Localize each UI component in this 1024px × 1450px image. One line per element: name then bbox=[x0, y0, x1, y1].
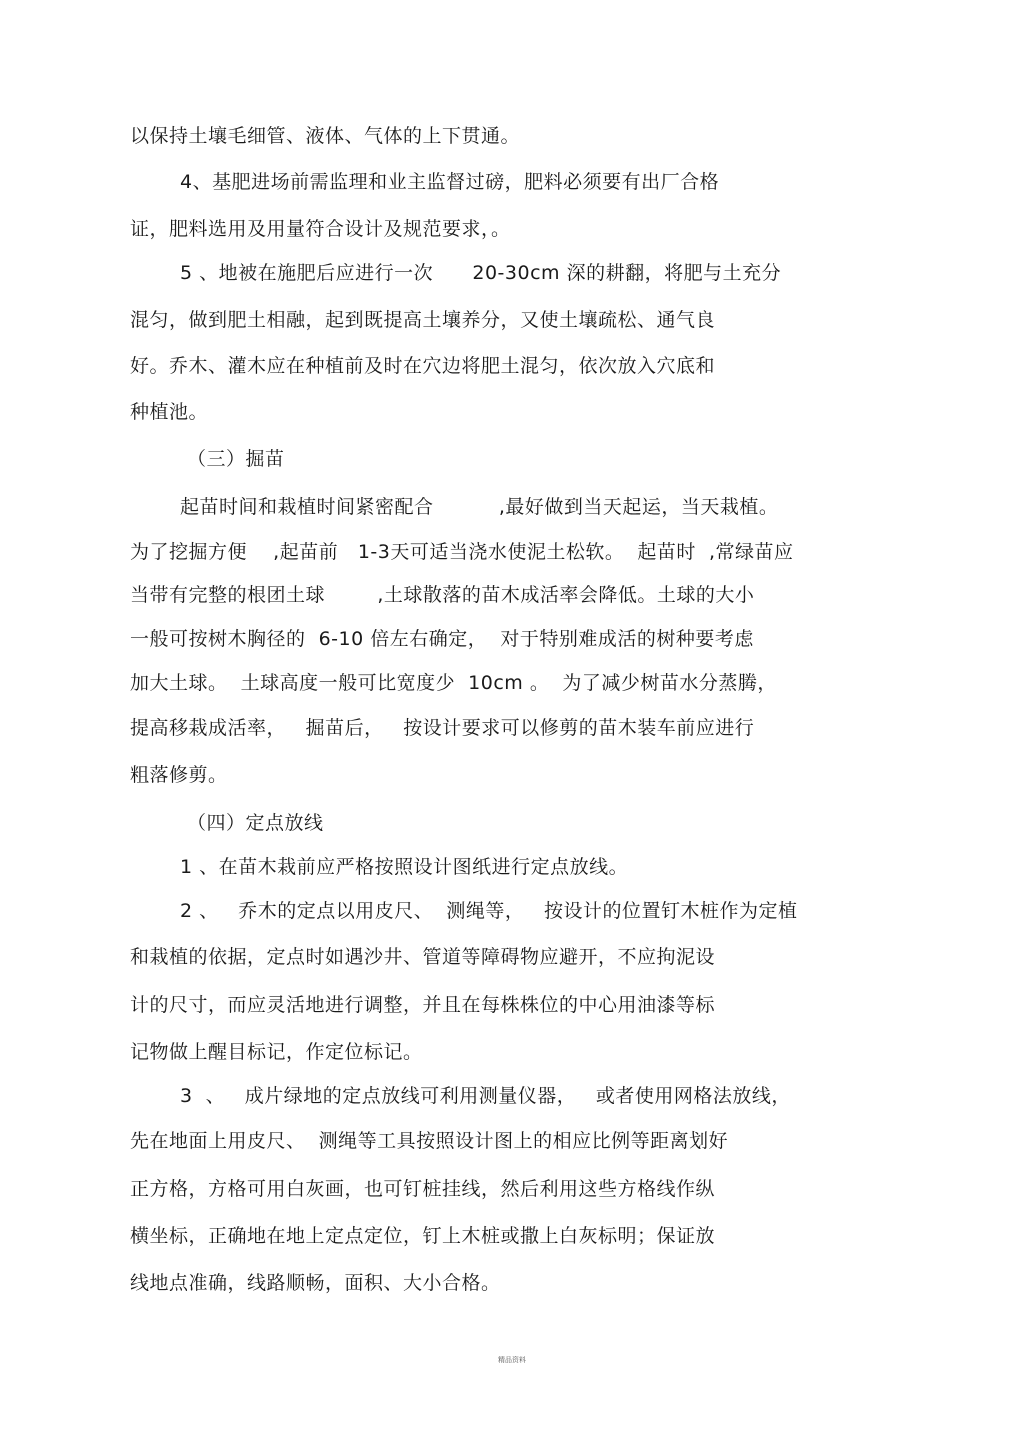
text-line: 横坐标，正确地在地上定点定位，钉上木桩或撒上白灰标明；保证放 bbox=[130, 1225, 716, 1247]
text-line: 提高移栽成活率， 掘苗后， 按设计要求可以修剪的苗木装车前应进行 bbox=[130, 717, 755, 739]
text-line: 混匀，做到肥土相融，起到既提高土壤养分，又使土壤疏松、通气良 bbox=[130, 309, 716, 331]
text-line: 先在地面上用皮尺、 测绳等工具按照设计图上的相应比例等距离划好 bbox=[130, 1130, 729, 1152]
section-heading: （四）定点放线 bbox=[187, 812, 324, 834]
text-line: 4、基肥进场前需监理和业主监督过磅，肥料必须要有出厂合格 bbox=[180, 171, 720, 193]
text-line: 和栽植的依据，定点时如遇沙井、管道等障碍物应避开，不应拘泥设 bbox=[130, 946, 716, 968]
text-line: 以保持土壤毛细管、液体、气体的上下贯通。 bbox=[130, 125, 521, 147]
text-line: 计的尺寸，而应灵活地进行调整，并且在每株株位的中心用油漆等标 bbox=[130, 994, 716, 1016]
text-line: 记物做上醒目标记，作定位标记。 bbox=[130, 1041, 423, 1063]
text-line: 粗落修剪。 bbox=[130, 764, 228, 786]
text-line: 为了挖掘方便 ,起苗前 1-3天可适当浇水使泥土松软。 起苗时 ,常绿苗应 bbox=[130, 541, 794, 563]
text-line: 种植池。 bbox=[130, 401, 209, 423]
text-line: 3 、 成片绿地的定点放线可利用测量仪器， 或者使用网格法放线， bbox=[180, 1085, 791, 1107]
text-line: 当带有完整的根团土球 ,土球散落的苗木成活率会降低。土球的大小 bbox=[130, 584, 755, 606]
text-line: 线地点准确，线路顺畅，面积、大小合格。 bbox=[130, 1272, 501, 1294]
section-heading: （三）掘苗 bbox=[187, 448, 285, 470]
text-line: 正方格，方格可用白灰画，也可钉桩挂线，然后利用这些方格线作纵 bbox=[130, 1178, 716, 1200]
text-line: 一般可按树木胸径的 6-10 倍左右确定， 对于特别难成活的树种要考虑 bbox=[130, 628, 754, 650]
text-line: 5 、地被在施肥后应进行一次 20-30cm 深的耕翻，将肥与土充分 bbox=[180, 262, 782, 284]
text-line: 证，肥料选用及用量符合设计及规范要求，。 bbox=[130, 218, 511, 240]
text-line: 1 、在苗木栽前应严格按照设计图纸进行定点放线。 bbox=[180, 856, 629, 878]
text-line: 加大土球。 土球高度一般可比宽度少 10cm 。 为了减少树苗水分蒸腾， bbox=[130, 672, 777, 694]
text-line: 2 、 乔木的定点以用皮尺、 测绳等， 按设计的位置钉木桩作为定植 bbox=[180, 900, 798, 922]
footer-watermark: 精品资料 bbox=[498, 1356, 526, 1364]
text-line: 好。乔木、灌木应在种植前及时在穴边将肥土混匀，依次放入穴底和 bbox=[130, 355, 716, 377]
text-line: 起苗时间和栽植时间紧密配合 ,最好做到当天起运，当天栽植。 bbox=[180, 496, 779, 518]
